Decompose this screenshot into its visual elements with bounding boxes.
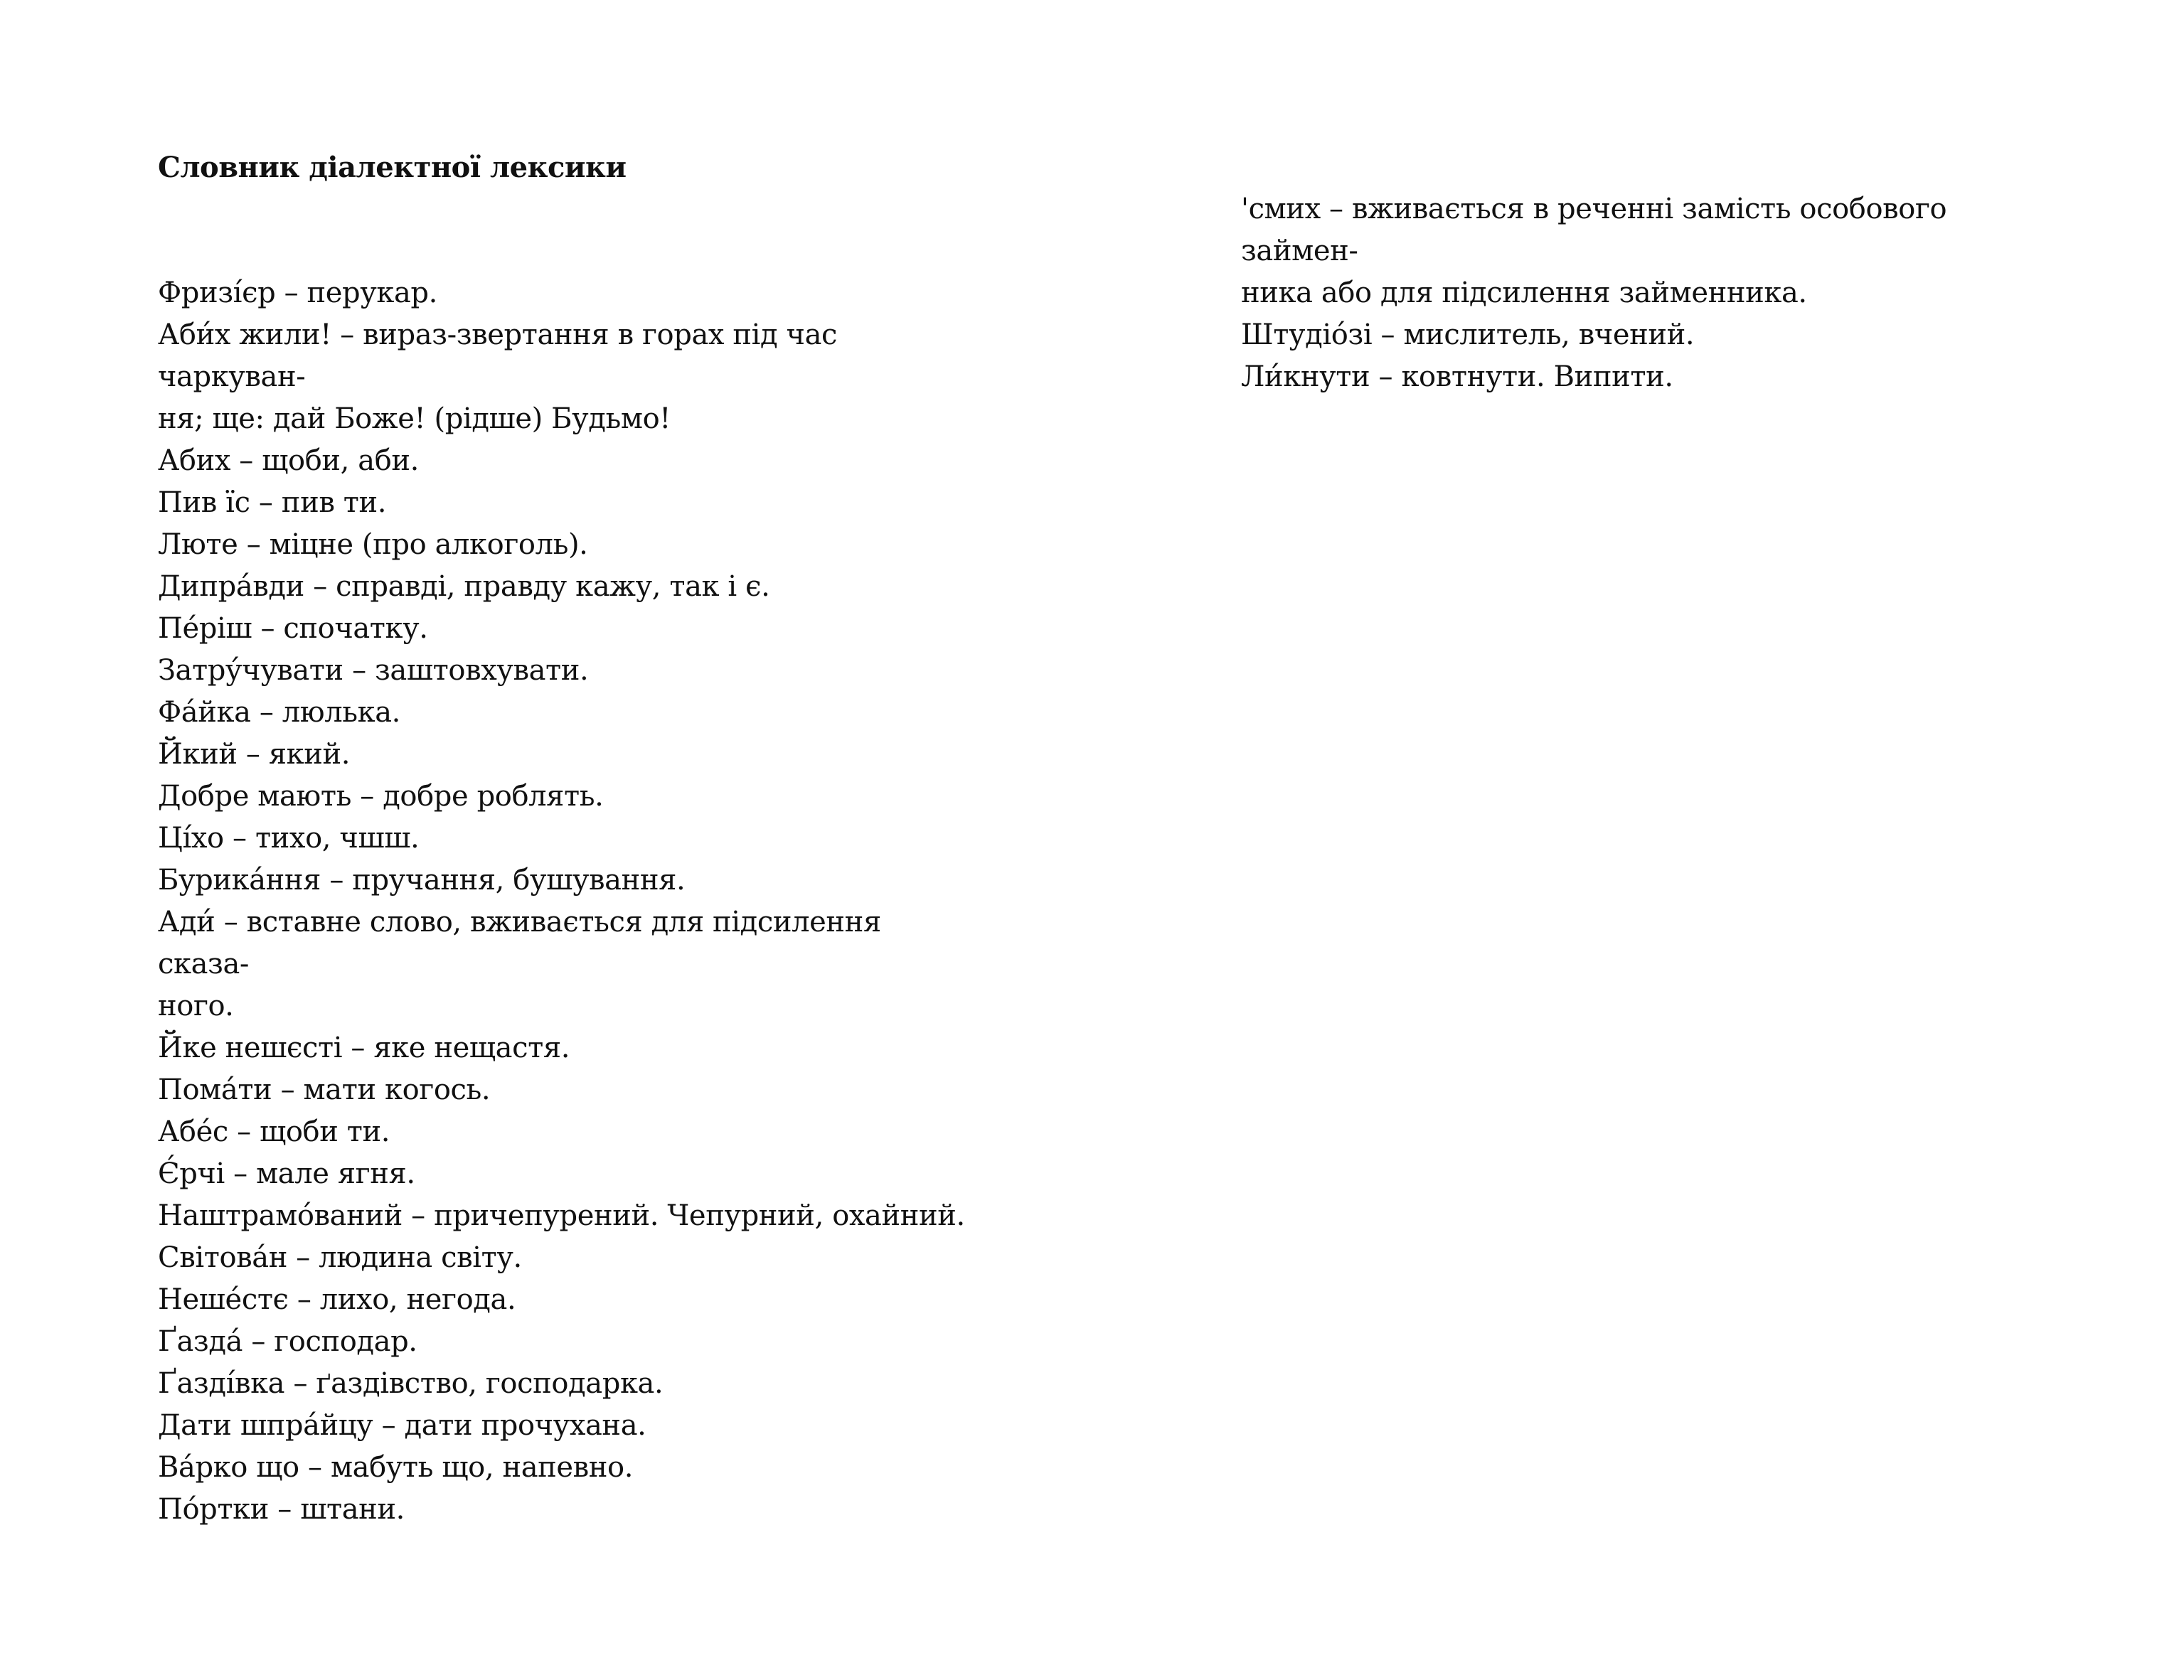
page-title: Словник діалектної лексики bbox=[158, 151, 627, 184]
dictionary-entry: Є́рчі – мале ягня. bbox=[158, 1157, 415, 1190]
left-column bbox=[158, 146, 969, 1531]
dictionary-entry: Фризі́єр – перукар. bbox=[158, 277, 437, 309]
dictionary-entry: Бурика́ння – пручання, бушування. bbox=[158, 864, 686, 897]
dictionary-entry: Люте – міцне (про алкоголь). bbox=[158, 528, 588, 561]
dictionary-entry: Ґазда́ – господар. bbox=[158, 1325, 417, 1358]
dictionary-entry: ня; ще: дай Боже! (рідше) Будьмо! bbox=[158, 402, 671, 435]
dictionary-entry: Абих – щоби, аби. bbox=[158, 444, 419, 477]
dictionary-entry: Ці́хо – тихо, чшш. bbox=[158, 822, 420, 855]
left-entries-list bbox=[158, 272, 969, 1531]
dictionary-entry: Ади́ – вставне слово, вживається для підсилення сказа- bbox=[158, 906, 881, 980]
dictionary-entry: Фа́йка – люлька. bbox=[158, 696, 400, 729]
dictionary-entry: Неше́стє – лихо, негода. bbox=[158, 1283, 516, 1316]
dictionary-entry: Штудіо́зі – мислитель, вчений. bbox=[1241, 319, 1695, 351]
dictionary-entry: Ва́рко що – мабуть що, напевно. bbox=[158, 1451, 634, 1484]
dictionary-entry: Пома́ти – мати когось. bbox=[158, 1074, 491, 1106]
dictionary-entry: Аби́х жили! – вираз-звертання в горах під час чаркуван- bbox=[158, 319, 838, 393]
dictionary-entry: Затру́чувати – заштовхувати. bbox=[158, 654, 589, 687]
dictionary-entry: Наштрамо́ваний – причепурений. Чепурний, охайний. bbox=[158, 1199, 965, 1232]
dictionary-entry: 'смих – вживається в реченні замість особового займен- bbox=[1241, 193, 1947, 267]
dictionary-entry: ника або для підсилення займенника. bbox=[1241, 277, 1807, 309]
dictionary-entry: Йкий – який. bbox=[158, 738, 351, 771]
dictionary-entry: Ґазді́вка – ґаздівство, господарка. bbox=[158, 1367, 664, 1400]
dictionary-entry: ного. bbox=[158, 990, 234, 1022]
dictionary-entry: Ли́кнути – ковтнути. Випити. bbox=[1241, 360, 1673, 393]
dictionary-entry: Добре мають – добре роблять. bbox=[158, 780, 604, 813]
dictionary-entry: Світова́н – людина світу. bbox=[158, 1241, 522, 1274]
dictionary-entry: Дипра́вди – справді, правду кажу, так і є. bbox=[158, 570, 770, 603]
dictionary-entry: Абе́с – щоби ти. bbox=[158, 1115, 390, 1148]
dictionary-entry: По́ртки – штани. bbox=[158, 1493, 405, 1526]
right-entries-list bbox=[1241, 188, 2052, 398]
dictionary-entry: Пе́ріш – спочатку. bbox=[158, 612, 428, 645]
right-column bbox=[1241, 188, 2052, 398]
dictionary-entry: Дати шпра́йцу – дати прочухана. bbox=[158, 1409, 646, 1442]
dictionary-entry: Пив їс – пив ти. bbox=[158, 486, 387, 519]
dictionary-entry: Йке нешєсті – яке нещастя. bbox=[158, 1032, 570, 1064]
